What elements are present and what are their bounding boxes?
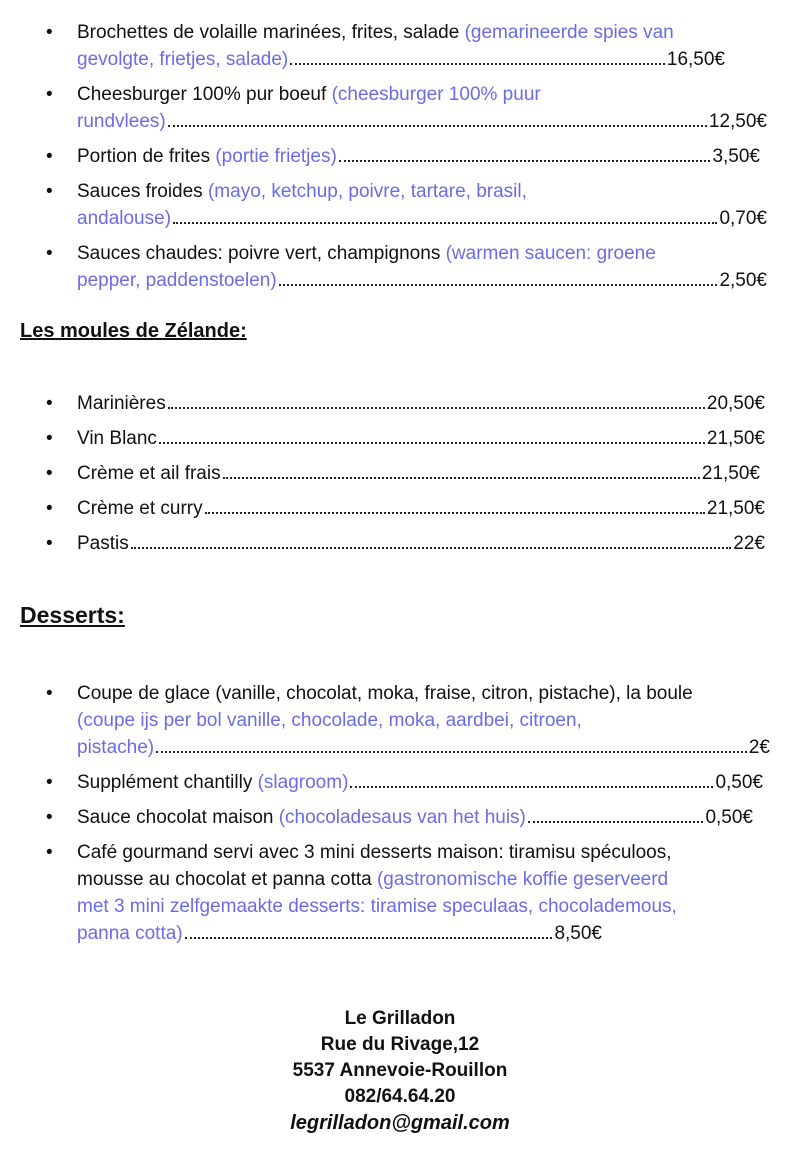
item-price-line: pepper, paddenstoelen) 2,50€ bbox=[77, 267, 767, 294]
address-street: Rue du Rivage,12 bbox=[320, 1034, 480, 1055]
bullet-icon: • bbox=[46, 772, 53, 793]
bullet-icon: • bbox=[46, 807, 53, 828]
item-price-line: andalouse) 0,70€ bbox=[77, 205, 767, 232]
item-description: Cheesburger 100% pur boeuf (cheesburger 100% puur bbox=[77, 84, 541, 105]
item-description: mousse au chocolat et panna cotta (gastronomische koffie geserveerd bbox=[77, 869, 669, 890]
menu-item bbox=[0, 390, 800, 417]
bullet-icon: • bbox=[46, 683, 53, 704]
item-translation: (gemarineerde spies van bbox=[464, 22, 674, 43]
item-translation: (mayo, ketchup, poivre, tartare, brasil, bbox=[207, 181, 527, 202]
item-translation: (chocoladesaus van het huis) bbox=[278, 807, 526, 828]
menu-item bbox=[0, 680, 800, 761]
item-price-line: Sauce chocolat maison (chocoladesaus van het huis) 0,50€ bbox=[77, 804, 753, 831]
item-price: 22€ bbox=[733, 533, 765, 554]
address-city: 5537 Annevoie-Rouillon bbox=[292, 1060, 508, 1081]
menu-item bbox=[0, 460, 800, 487]
dot-leader bbox=[131, 547, 732, 549]
menu-item bbox=[0, 178, 800, 232]
bullet-icon: • bbox=[46, 533, 53, 554]
item-price: 8,50€ bbox=[554, 923, 602, 944]
dot-leader bbox=[159, 442, 705, 444]
item-price: 2€ bbox=[748, 737, 770, 758]
item-description: Sauces chaudes: poivre vert, champignons (warmen saucen: groene bbox=[77, 243, 656, 264]
item-price: 21,50€ bbox=[701, 463, 760, 484]
menu-item bbox=[0, 804, 800, 831]
menu-item bbox=[0, 240, 800, 294]
dot-leader bbox=[168, 125, 707, 127]
item-price-line: Crème et ail frais 21,50€ bbox=[77, 460, 760, 487]
phone-number: 082/64.64.20 bbox=[344, 1086, 456, 1107]
item-price: 0,50€ bbox=[705, 807, 753, 828]
menu-item bbox=[0, 839, 800, 947]
bullet-icon: • bbox=[46, 22, 53, 43]
menu-item bbox=[0, 425, 800, 452]
item-price: 0,70€ bbox=[719, 208, 767, 229]
bullet-icon: • bbox=[46, 243, 53, 264]
item-price: 3,50€ bbox=[712, 146, 760, 167]
dot-leader bbox=[279, 284, 718, 286]
mussels-list bbox=[0, 390, 800, 565]
bullet-icon: • bbox=[46, 498, 53, 519]
item-translation: met 3 mini zelfgemaakte desserts: tiramise speculaas, chocolademous, bbox=[77, 896, 677, 917]
restaurant-name: Le Grilladon bbox=[344, 1008, 456, 1029]
bullet-icon: • bbox=[46, 393, 53, 414]
bullet-icon: • bbox=[46, 181, 53, 202]
menu-item bbox=[0, 495, 800, 522]
item-price-line: Supplément chantilly (slagroom) 0,50€ bbox=[77, 769, 763, 796]
section-title-desserts: Desserts: bbox=[20, 602, 125, 628]
dot-leader bbox=[168, 407, 705, 409]
item-price: 2,50€ bbox=[719, 270, 767, 291]
item-price-line: Vin Blanc 21,50€ bbox=[77, 425, 765, 452]
item-translation: (portie frietjes) bbox=[215, 146, 337, 167]
item-price-line: pistache) 2€ bbox=[77, 734, 770, 761]
item-price: 21,50€ bbox=[706, 428, 765, 449]
dot-leader bbox=[350, 786, 713, 788]
dot-leader bbox=[339, 160, 711, 162]
menu-item bbox=[0, 769, 800, 796]
item-price-line: rundvlees) 12,50€ bbox=[77, 108, 767, 135]
menu-item bbox=[0, 81, 800, 135]
dot-leader bbox=[528, 821, 704, 823]
item-translation: (slagroom) bbox=[257, 772, 349, 793]
dot-leader bbox=[223, 477, 700, 479]
item-description: Sauces froides (mayo, ketchup, poivre, tartare, brasil, bbox=[77, 181, 527, 202]
menu-item bbox=[0, 19, 800, 73]
restaurant-contact bbox=[0, 1006, 800, 1136]
item-price-line: Portion de frites (portie frietjes) 3,50€ bbox=[77, 143, 760, 170]
item-price-line: panna cotta) 8,50€ bbox=[77, 920, 602, 947]
item-translation: (coupe ijs per bol vanille, chocolade, moka, aardbei, citroen, bbox=[77, 710, 582, 731]
item-price-line: Pastis 22€ bbox=[77, 530, 765, 557]
item-translation: (gastronomische koffie geserveerd bbox=[376, 869, 669, 890]
item-price-line: gevolgte, frietjes, salade) 16,50€ bbox=[77, 46, 725, 73]
dot-leader bbox=[173, 222, 717, 224]
bullet-icon: • bbox=[46, 84, 53, 105]
email-link[interactable]: legrilladon@gmail.com bbox=[290, 1112, 510, 1134]
item-price: 20,50€ bbox=[706, 393, 765, 414]
item-price-line: Marinières 20,50€ bbox=[77, 390, 765, 417]
dot-leader bbox=[156, 751, 747, 753]
bullet-icon: • bbox=[46, 428, 53, 449]
desserts-list bbox=[0, 680, 800, 955]
section-title-mussels: Les moules de Zélande: bbox=[20, 320, 247, 342]
snacks-list bbox=[0, 19, 800, 302]
item-description: Café gourmand servi avec 3 mini desserts maison: tiramisu spéculoos, bbox=[77, 842, 672, 863]
item-description: Brochettes de volaille marinées, frites, salade (gemarineerde spies van bbox=[77, 22, 674, 43]
dot-leader bbox=[290, 63, 665, 65]
menu-item bbox=[0, 530, 800, 557]
item-translation: (warmen saucen: groene bbox=[445, 243, 656, 264]
item-price-line: Crème et curry 21,50€ bbox=[77, 495, 765, 522]
dot-leader bbox=[185, 937, 553, 939]
item-price: 12,50€ bbox=[708, 111, 767, 132]
bullet-icon: • bbox=[46, 146, 53, 167]
bullet-icon: • bbox=[46, 463, 53, 484]
item-price: 16,50€ bbox=[666, 49, 725, 70]
dot-leader bbox=[205, 512, 705, 514]
item-translation: (cheesburger 100% puur bbox=[331, 84, 541, 105]
item-price: 21,50€ bbox=[706, 498, 765, 519]
item-description: Coupe de glace (vanille, chocolat, moka, fraise, citron, pistache), la boule bbox=[77, 683, 693, 704]
item-price: 0,50€ bbox=[715, 772, 763, 793]
menu-item bbox=[0, 143, 800, 170]
bullet-icon: • bbox=[46, 842, 53, 863]
